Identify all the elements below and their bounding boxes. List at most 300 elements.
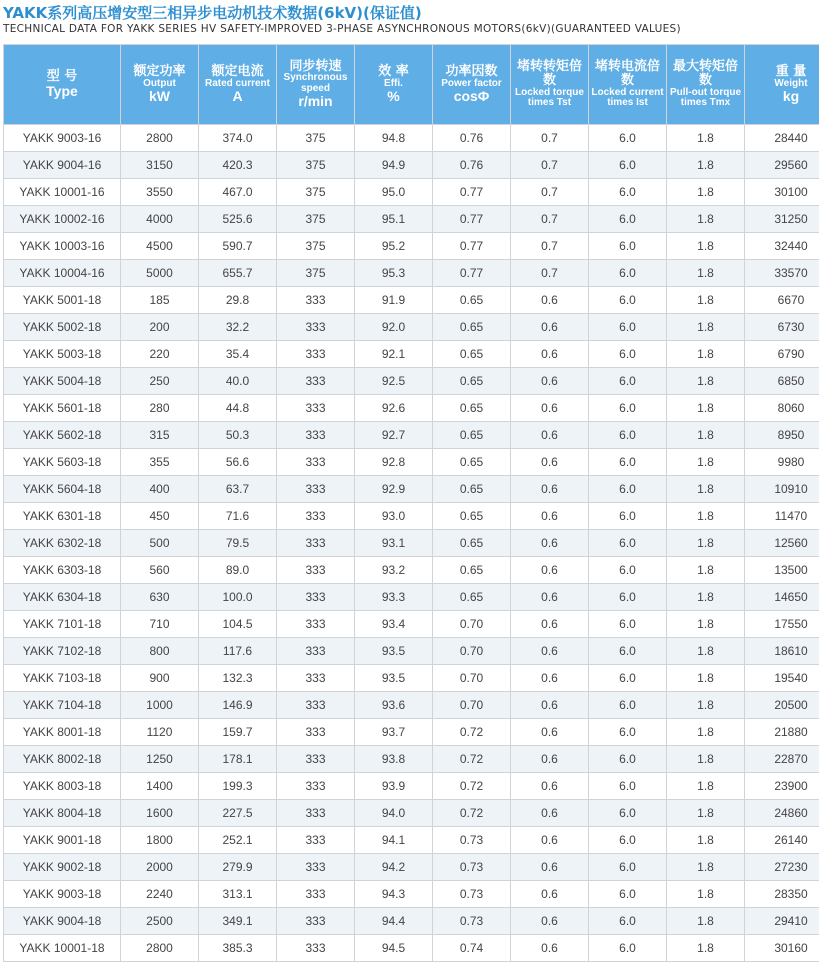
cell-synchronous-speed: 333 bbox=[277, 800, 355, 827]
cell-type: YAKK 6304-18 bbox=[4, 584, 121, 611]
table-body bbox=[4, 125, 819, 962]
cell-weight: 20500 bbox=[745, 692, 819, 719]
cell-locked-current: 6.0 bbox=[589, 827, 667, 854]
cell-power-factor: 0.65 bbox=[433, 449, 511, 476]
cell-type: YAKK 10002-16 bbox=[4, 206, 121, 233]
cell-synchronous-speed: 333 bbox=[277, 476, 355, 503]
cell-rated-current: 79.5 bbox=[199, 530, 277, 557]
table-row bbox=[4, 638, 819, 665]
cell-pullout-torque: 1.8 bbox=[667, 854, 745, 881]
table-row bbox=[4, 314, 819, 341]
page-subtitle: TECHNICAL DATA FOR YAKK SERIES HV SAFETY-IMPROVED 3-PHASE ASYNCHRONOUS MOTORS(6kV)(GUARANTEED VALUES) bbox=[3, 23, 681, 35]
cell-pullout-torque: 1.8 bbox=[667, 611, 745, 638]
cell-pullout-torque: 1.8 bbox=[667, 935, 745, 962]
cell-type: YAKK 5003-18 bbox=[4, 341, 121, 368]
column-header-efficiency bbox=[355, 45, 433, 125]
cell-locked-current: 6.0 bbox=[589, 530, 667, 557]
cell-power-factor: 0.73 bbox=[433, 854, 511, 881]
cell-type: YAKK 10003-16 bbox=[4, 233, 121, 260]
cell-efficiency: 94.1 bbox=[355, 827, 433, 854]
cell-rated-current: 32.2 bbox=[199, 314, 277, 341]
cell-locked-current: 6.0 bbox=[589, 773, 667, 800]
cell-synchronous-speed: 333 bbox=[277, 449, 355, 476]
column-header-cn: 额定电流 bbox=[199, 65, 276, 79]
column-header-unit: kg bbox=[745, 89, 819, 104]
column-header-locked-torque bbox=[511, 45, 589, 125]
cell-efficiency: 94.9 bbox=[355, 152, 433, 179]
cell-synchronous-speed: 333 bbox=[277, 314, 355, 341]
cell-output: 4500 bbox=[121, 233, 199, 260]
cell-output: 3150 bbox=[121, 152, 199, 179]
cell-locked-torque: 0.7 bbox=[511, 125, 589, 152]
cell-synchronous-speed: 333 bbox=[277, 368, 355, 395]
table-row bbox=[4, 341, 819, 368]
column-header-unit: kW bbox=[121, 89, 198, 104]
cell-pullout-torque: 1.8 bbox=[667, 692, 745, 719]
cell-type: YAKK 10001-18 bbox=[4, 935, 121, 962]
cell-locked-torque: 0.6 bbox=[511, 746, 589, 773]
cell-type: YAKK 6302-18 bbox=[4, 530, 121, 557]
table-row bbox=[4, 746, 819, 773]
cell-power-factor: 0.74 bbox=[433, 935, 511, 962]
table-row bbox=[4, 935, 819, 962]
table-row bbox=[4, 125, 819, 152]
cell-efficiency: 94.0 bbox=[355, 800, 433, 827]
table-row bbox=[4, 665, 819, 692]
cell-power-factor: 0.65 bbox=[433, 341, 511, 368]
table-row bbox=[4, 368, 819, 395]
cell-synchronous-speed: 375 bbox=[277, 125, 355, 152]
cell-power-factor: 0.65 bbox=[433, 530, 511, 557]
cell-power-factor: 0.70 bbox=[433, 692, 511, 719]
cell-power-factor: 0.65 bbox=[433, 422, 511, 449]
cell-weight: 19540 bbox=[745, 665, 819, 692]
cell-weight: 23900 bbox=[745, 773, 819, 800]
cell-pullout-torque: 1.8 bbox=[667, 476, 745, 503]
cell-rated-current: 56.6 bbox=[199, 449, 277, 476]
cell-type: YAKK 9003-16 bbox=[4, 125, 121, 152]
cell-type: YAKK 8001-18 bbox=[4, 719, 121, 746]
cell-pullout-torque: 1.8 bbox=[667, 746, 745, 773]
cell-output: 560 bbox=[121, 557, 199, 584]
cell-pullout-torque: 1.8 bbox=[667, 665, 745, 692]
cell-output: 1250 bbox=[121, 746, 199, 773]
cell-weight: 29560 bbox=[745, 152, 819, 179]
cell-locked-current: 6.0 bbox=[589, 476, 667, 503]
cell-locked-current: 6.0 bbox=[589, 206, 667, 233]
cell-locked-torque: 0.6 bbox=[511, 854, 589, 881]
cell-output: 2240 bbox=[121, 881, 199, 908]
cell-weight: 13500 bbox=[745, 557, 819, 584]
cell-power-factor: 0.65 bbox=[433, 584, 511, 611]
cell-pullout-torque: 1.8 bbox=[667, 557, 745, 584]
cell-power-factor: 0.70 bbox=[433, 638, 511, 665]
cell-rated-current: 420.3 bbox=[199, 152, 277, 179]
column-header-cn: 堵转转矩倍数 bbox=[511, 60, 588, 87]
cell-type: YAKK 9001-18 bbox=[4, 827, 121, 854]
cell-locked-torque: 0.6 bbox=[511, 395, 589, 422]
column-header-cn: 型 号 bbox=[4, 70, 120, 84]
cell-synchronous-speed: 333 bbox=[277, 503, 355, 530]
cell-power-factor: 0.72 bbox=[433, 800, 511, 827]
cell-output: 1400 bbox=[121, 773, 199, 800]
cell-weight: 24860 bbox=[745, 800, 819, 827]
cell-synchronous-speed: 333 bbox=[277, 692, 355, 719]
column-header-unit: % bbox=[355, 89, 432, 104]
table-row bbox=[4, 287, 819, 314]
cell-weight: 30100 bbox=[745, 179, 819, 206]
cell-synchronous-speed: 333 bbox=[277, 935, 355, 962]
cell-power-factor: 0.76 bbox=[433, 125, 511, 152]
cell-rated-current: 44.8 bbox=[199, 395, 277, 422]
cell-output: 355 bbox=[121, 449, 199, 476]
cell-locked-current: 6.0 bbox=[589, 719, 667, 746]
table-row bbox=[4, 530, 819, 557]
cell-rated-current: 655.7 bbox=[199, 260, 277, 287]
cell-power-factor: 0.77 bbox=[433, 260, 511, 287]
table-row bbox=[4, 692, 819, 719]
cell-efficiency: 92.5 bbox=[355, 368, 433, 395]
cell-locked-torque: 0.6 bbox=[511, 287, 589, 314]
column-header-en: Locked current times Ist bbox=[589, 88, 666, 109]
cell-output: 400 bbox=[121, 476, 199, 503]
cell-output: 200 bbox=[121, 314, 199, 341]
cell-output: 1800 bbox=[121, 827, 199, 854]
cell-pullout-torque: 1.8 bbox=[667, 314, 745, 341]
cell-pullout-torque: 1.8 bbox=[667, 152, 745, 179]
cell-power-factor: 0.70 bbox=[433, 665, 511, 692]
column-header-en: Weight bbox=[745, 79, 819, 90]
cell-synchronous-speed: 333 bbox=[277, 422, 355, 449]
table-row bbox=[4, 854, 819, 881]
cell-type: YAKK 7101-18 bbox=[4, 611, 121, 638]
cell-locked-current: 6.0 bbox=[589, 665, 667, 692]
cell-rated-current: 50.3 bbox=[199, 422, 277, 449]
cell-power-factor: 0.65 bbox=[433, 476, 511, 503]
cell-efficiency: 94.3 bbox=[355, 881, 433, 908]
cell-power-factor: 0.70 bbox=[433, 611, 511, 638]
cell-efficiency: 92.8 bbox=[355, 449, 433, 476]
cell-efficiency: 94.5 bbox=[355, 935, 433, 962]
cell-type: YAKK 8003-18 bbox=[4, 773, 121, 800]
cell-rated-current: 63.7 bbox=[199, 476, 277, 503]
cell-locked-torque: 0.6 bbox=[511, 476, 589, 503]
column-header-en: Power factor bbox=[433, 79, 510, 90]
cell-locked-current: 6.0 bbox=[589, 125, 667, 152]
cell-synchronous-speed: 333 bbox=[277, 530, 355, 557]
cell-efficiency: 94.8 bbox=[355, 125, 433, 152]
table-header-row bbox=[4, 45, 819, 125]
table-row bbox=[4, 260, 819, 287]
cell-locked-current: 6.0 bbox=[589, 422, 667, 449]
cell-output: 2500 bbox=[121, 908, 199, 935]
cell-locked-torque: 0.6 bbox=[511, 314, 589, 341]
cell-weight: 14650 bbox=[745, 584, 819, 611]
cell-pullout-torque: 1.8 bbox=[667, 422, 745, 449]
cell-weight: 22870 bbox=[745, 746, 819, 773]
cell-weight: 6790 bbox=[745, 341, 819, 368]
cell-rated-current: 117.6 bbox=[199, 638, 277, 665]
cell-power-factor: 0.77 bbox=[433, 179, 511, 206]
cell-locked-current: 6.0 bbox=[589, 395, 667, 422]
cell-synchronous-speed: 333 bbox=[277, 854, 355, 881]
column-header-unit: A bbox=[199, 89, 276, 104]
cell-rated-current: 100.0 bbox=[199, 584, 277, 611]
cell-locked-torque: 0.6 bbox=[511, 557, 589, 584]
column-header-pullout-torque bbox=[667, 45, 745, 125]
table-row bbox=[4, 395, 819, 422]
cell-synchronous-speed: 333 bbox=[277, 746, 355, 773]
cell-locked-current: 6.0 bbox=[589, 692, 667, 719]
cell-type: YAKK 7103-18 bbox=[4, 665, 121, 692]
cell-type: YAKK 5602-18 bbox=[4, 422, 121, 449]
cell-locked-current: 6.0 bbox=[589, 908, 667, 935]
cell-locked-torque: 0.6 bbox=[511, 665, 589, 692]
column-header-cn: 最大转矩倍数 bbox=[667, 60, 744, 87]
cell-power-factor: 0.65 bbox=[433, 395, 511, 422]
cell-weight: 11470 bbox=[745, 503, 819, 530]
cell-pullout-torque: 1.8 bbox=[667, 638, 745, 665]
table-row bbox=[4, 152, 819, 179]
cell-locked-torque: 0.7 bbox=[511, 152, 589, 179]
cell-type: YAKK 10004-16 bbox=[4, 260, 121, 287]
cell-efficiency: 93.5 bbox=[355, 638, 433, 665]
cell-locked-torque: 0.6 bbox=[511, 503, 589, 530]
cell-locked-current: 6.0 bbox=[589, 638, 667, 665]
cell-locked-current: 6.0 bbox=[589, 449, 667, 476]
column-header-cn: 额定功率 bbox=[121, 65, 198, 79]
cell-locked-torque: 0.6 bbox=[511, 449, 589, 476]
cell-synchronous-speed: 333 bbox=[277, 611, 355, 638]
cell-synchronous-speed: 375 bbox=[277, 206, 355, 233]
cell-output: 250 bbox=[121, 368, 199, 395]
cell-pullout-torque: 1.8 bbox=[667, 368, 745, 395]
cell-rated-current: 279.9 bbox=[199, 854, 277, 881]
cell-type: YAKK 5002-18 bbox=[4, 314, 121, 341]
cell-efficiency: 93.6 bbox=[355, 692, 433, 719]
cell-locked-torque: 0.7 bbox=[511, 260, 589, 287]
cell-pullout-torque: 1.8 bbox=[667, 827, 745, 854]
cell-efficiency: 92.1 bbox=[355, 341, 433, 368]
cell-rated-current: 349.1 bbox=[199, 908, 277, 935]
cell-type: YAKK 7104-18 bbox=[4, 692, 121, 719]
column-header-en: Pull-out torque times Tmx bbox=[667, 88, 744, 109]
cell-output: 2800 bbox=[121, 935, 199, 962]
table-row bbox=[4, 800, 819, 827]
cell-pullout-torque: 1.8 bbox=[667, 881, 745, 908]
cell-synchronous-speed: 333 bbox=[277, 773, 355, 800]
cell-locked-current: 6.0 bbox=[589, 800, 667, 827]
cell-power-factor: 0.73 bbox=[433, 908, 511, 935]
cell-type: YAKK 6301-18 bbox=[4, 503, 121, 530]
cell-power-factor: 0.73 bbox=[433, 881, 511, 908]
cell-locked-torque: 0.6 bbox=[511, 584, 589, 611]
cell-type: YAKK 5604-18 bbox=[4, 476, 121, 503]
cell-efficiency: 93.2 bbox=[355, 557, 433, 584]
cell-type: YAKK 8004-18 bbox=[4, 800, 121, 827]
cell-output: 5000 bbox=[121, 260, 199, 287]
cell-pullout-torque: 1.8 bbox=[667, 584, 745, 611]
table-row bbox=[4, 827, 819, 854]
cell-synchronous-speed: 333 bbox=[277, 719, 355, 746]
cell-synchronous-speed: 375 bbox=[277, 152, 355, 179]
cell-efficiency: 93.0 bbox=[355, 503, 433, 530]
cell-efficiency: 91.9 bbox=[355, 287, 433, 314]
cell-output: 1120 bbox=[121, 719, 199, 746]
column-header-en: Synchronous speed bbox=[277, 73, 354, 94]
cell-locked-current: 6.0 bbox=[589, 152, 667, 179]
cell-output: 1600 bbox=[121, 800, 199, 827]
cell-type: YAKK 5601-18 bbox=[4, 395, 121, 422]
cell-output: 710 bbox=[121, 611, 199, 638]
cell-efficiency: 93.5 bbox=[355, 665, 433, 692]
cell-power-factor: 0.72 bbox=[433, 746, 511, 773]
cell-output: 280 bbox=[121, 395, 199, 422]
cell-locked-current: 6.0 bbox=[589, 287, 667, 314]
cell-rated-current: 40.0 bbox=[199, 368, 277, 395]
column-header-unit: cosΦ bbox=[433, 89, 510, 104]
cell-efficiency: 95.2 bbox=[355, 233, 433, 260]
cell-weight: 31250 bbox=[745, 206, 819, 233]
cell-locked-torque: 0.6 bbox=[511, 719, 589, 746]
cell-pullout-torque: 1.8 bbox=[667, 287, 745, 314]
cell-locked-torque: 0.6 bbox=[511, 908, 589, 935]
column-header-en: Effi. bbox=[355, 79, 432, 90]
cell-weight: 32440 bbox=[745, 233, 819, 260]
cell-weight: 12560 bbox=[745, 530, 819, 557]
cell-pullout-torque: 1.8 bbox=[667, 530, 745, 557]
column-header-power-factor bbox=[433, 45, 511, 125]
cell-power-factor: 0.72 bbox=[433, 719, 511, 746]
cell-rated-current: 525.6 bbox=[199, 206, 277, 233]
cell-weight: 28440 bbox=[745, 125, 819, 152]
cell-output: 3550 bbox=[121, 179, 199, 206]
cell-power-factor: 0.65 bbox=[433, 314, 511, 341]
cell-locked-torque: 0.6 bbox=[511, 800, 589, 827]
cell-weight: 21880 bbox=[745, 719, 819, 746]
cell-weight: 27230 bbox=[745, 854, 819, 881]
cell-power-factor: 0.72 bbox=[433, 773, 511, 800]
cell-power-factor: 0.77 bbox=[433, 206, 511, 233]
table-row bbox=[4, 719, 819, 746]
column-header-weight bbox=[745, 45, 819, 125]
table-row bbox=[4, 206, 819, 233]
page-title: YAKK系列高压增安型三相异步电动机技术数据(6kV)(保证值) bbox=[3, 2, 422, 23]
cell-weight: 6850 bbox=[745, 368, 819, 395]
column-header-cn: 功率因数 bbox=[433, 65, 510, 79]
cell-output: 220 bbox=[121, 341, 199, 368]
cell-rated-current: 199.3 bbox=[199, 773, 277, 800]
cell-output: 2000 bbox=[121, 854, 199, 881]
cell-power-factor: 0.65 bbox=[433, 557, 511, 584]
cell-locked-current: 6.0 bbox=[589, 503, 667, 530]
column-header-locked-current bbox=[589, 45, 667, 125]
table-row bbox=[4, 449, 819, 476]
cell-rated-current: 590.7 bbox=[199, 233, 277, 260]
cell-rated-current: 374.0 bbox=[199, 125, 277, 152]
column-header-en: Type bbox=[4, 84, 120, 99]
table-row bbox=[4, 557, 819, 584]
cell-rated-current: 146.9 bbox=[199, 692, 277, 719]
cell-locked-current: 6.0 bbox=[589, 584, 667, 611]
cell-locked-current: 6.0 bbox=[589, 368, 667, 395]
cell-pullout-torque: 1.8 bbox=[667, 179, 745, 206]
cell-efficiency: 92.0 bbox=[355, 314, 433, 341]
cell-pullout-torque: 1.8 bbox=[667, 125, 745, 152]
cell-weight: 6670 bbox=[745, 287, 819, 314]
cell-efficiency: 92.9 bbox=[355, 476, 433, 503]
cell-type: YAKK 9004-18 bbox=[4, 908, 121, 935]
cell-weight: 17550 bbox=[745, 611, 819, 638]
table-row bbox=[4, 233, 819, 260]
cell-rated-current: 104.5 bbox=[199, 611, 277, 638]
cell-efficiency: 93.3 bbox=[355, 584, 433, 611]
cell-locked-current: 6.0 bbox=[589, 341, 667, 368]
column-header-en: Output bbox=[121, 79, 198, 90]
cell-locked-torque: 0.7 bbox=[511, 206, 589, 233]
cell-type: YAKK 5004-18 bbox=[4, 368, 121, 395]
cell-rated-current: 132.3 bbox=[199, 665, 277, 692]
cell-locked-torque: 0.6 bbox=[511, 611, 589, 638]
cell-locked-torque: 0.6 bbox=[511, 422, 589, 449]
cell-output: 900 bbox=[121, 665, 199, 692]
cell-efficiency: 95.1 bbox=[355, 206, 433, 233]
cell-efficiency: 95.0 bbox=[355, 179, 433, 206]
cell-efficiency: 92.7 bbox=[355, 422, 433, 449]
technical-data-table bbox=[3, 44, 819, 962]
cell-weight: 29410 bbox=[745, 908, 819, 935]
column-header-synchronous-speed bbox=[277, 45, 355, 125]
cell-rated-current: 29.8 bbox=[199, 287, 277, 314]
column-header-en: Locked torque times Tst bbox=[511, 88, 588, 109]
cell-power-factor: 0.76 bbox=[433, 152, 511, 179]
cell-pullout-torque: 1.8 bbox=[667, 908, 745, 935]
column-header-rated-current bbox=[199, 45, 277, 125]
cell-output: 185 bbox=[121, 287, 199, 314]
cell-type: YAKK 5603-18 bbox=[4, 449, 121, 476]
cell-synchronous-speed: 333 bbox=[277, 665, 355, 692]
cell-weight: 30160 bbox=[745, 935, 819, 962]
cell-output: 500 bbox=[121, 530, 199, 557]
cell-type: YAKK 7102-18 bbox=[4, 638, 121, 665]
table-row bbox=[4, 476, 819, 503]
cell-rated-current: 467.0 bbox=[199, 179, 277, 206]
cell-pullout-torque: 1.8 bbox=[667, 449, 745, 476]
cell-weight: 10910 bbox=[745, 476, 819, 503]
cell-pullout-torque: 1.8 bbox=[667, 503, 745, 530]
cell-efficiency: 94.4 bbox=[355, 908, 433, 935]
cell-output: 315 bbox=[121, 422, 199, 449]
cell-efficiency: 93.1 bbox=[355, 530, 433, 557]
cell-locked-current: 6.0 bbox=[589, 854, 667, 881]
cell-pullout-torque: 1.8 bbox=[667, 773, 745, 800]
table-row bbox=[4, 422, 819, 449]
cell-power-factor: 0.65 bbox=[433, 368, 511, 395]
cell-power-factor: 0.73 bbox=[433, 827, 511, 854]
cell-locked-torque: 0.6 bbox=[511, 530, 589, 557]
cell-locked-current: 6.0 bbox=[589, 314, 667, 341]
cell-pullout-torque: 1.8 bbox=[667, 800, 745, 827]
cell-power-factor: 0.77 bbox=[433, 233, 511, 260]
cell-pullout-torque: 1.8 bbox=[667, 233, 745, 260]
cell-weight: 6730 bbox=[745, 314, 819, 341]
column-header-cn: 同步转速 bbox=[277, 60, 354, 74]
cell-rated-current: 252.1 bbox=[199, 827, 277, 854]
table-row bbox=[4, 611, 819, 638]
cell-output: 630 bbox=[121, 584, 199, 611]
cell-synchronous-speed: 333 bbox=[277, 638, 355, 665]
cell-output: 4000 bbox=[121, 206, 199, 233]
